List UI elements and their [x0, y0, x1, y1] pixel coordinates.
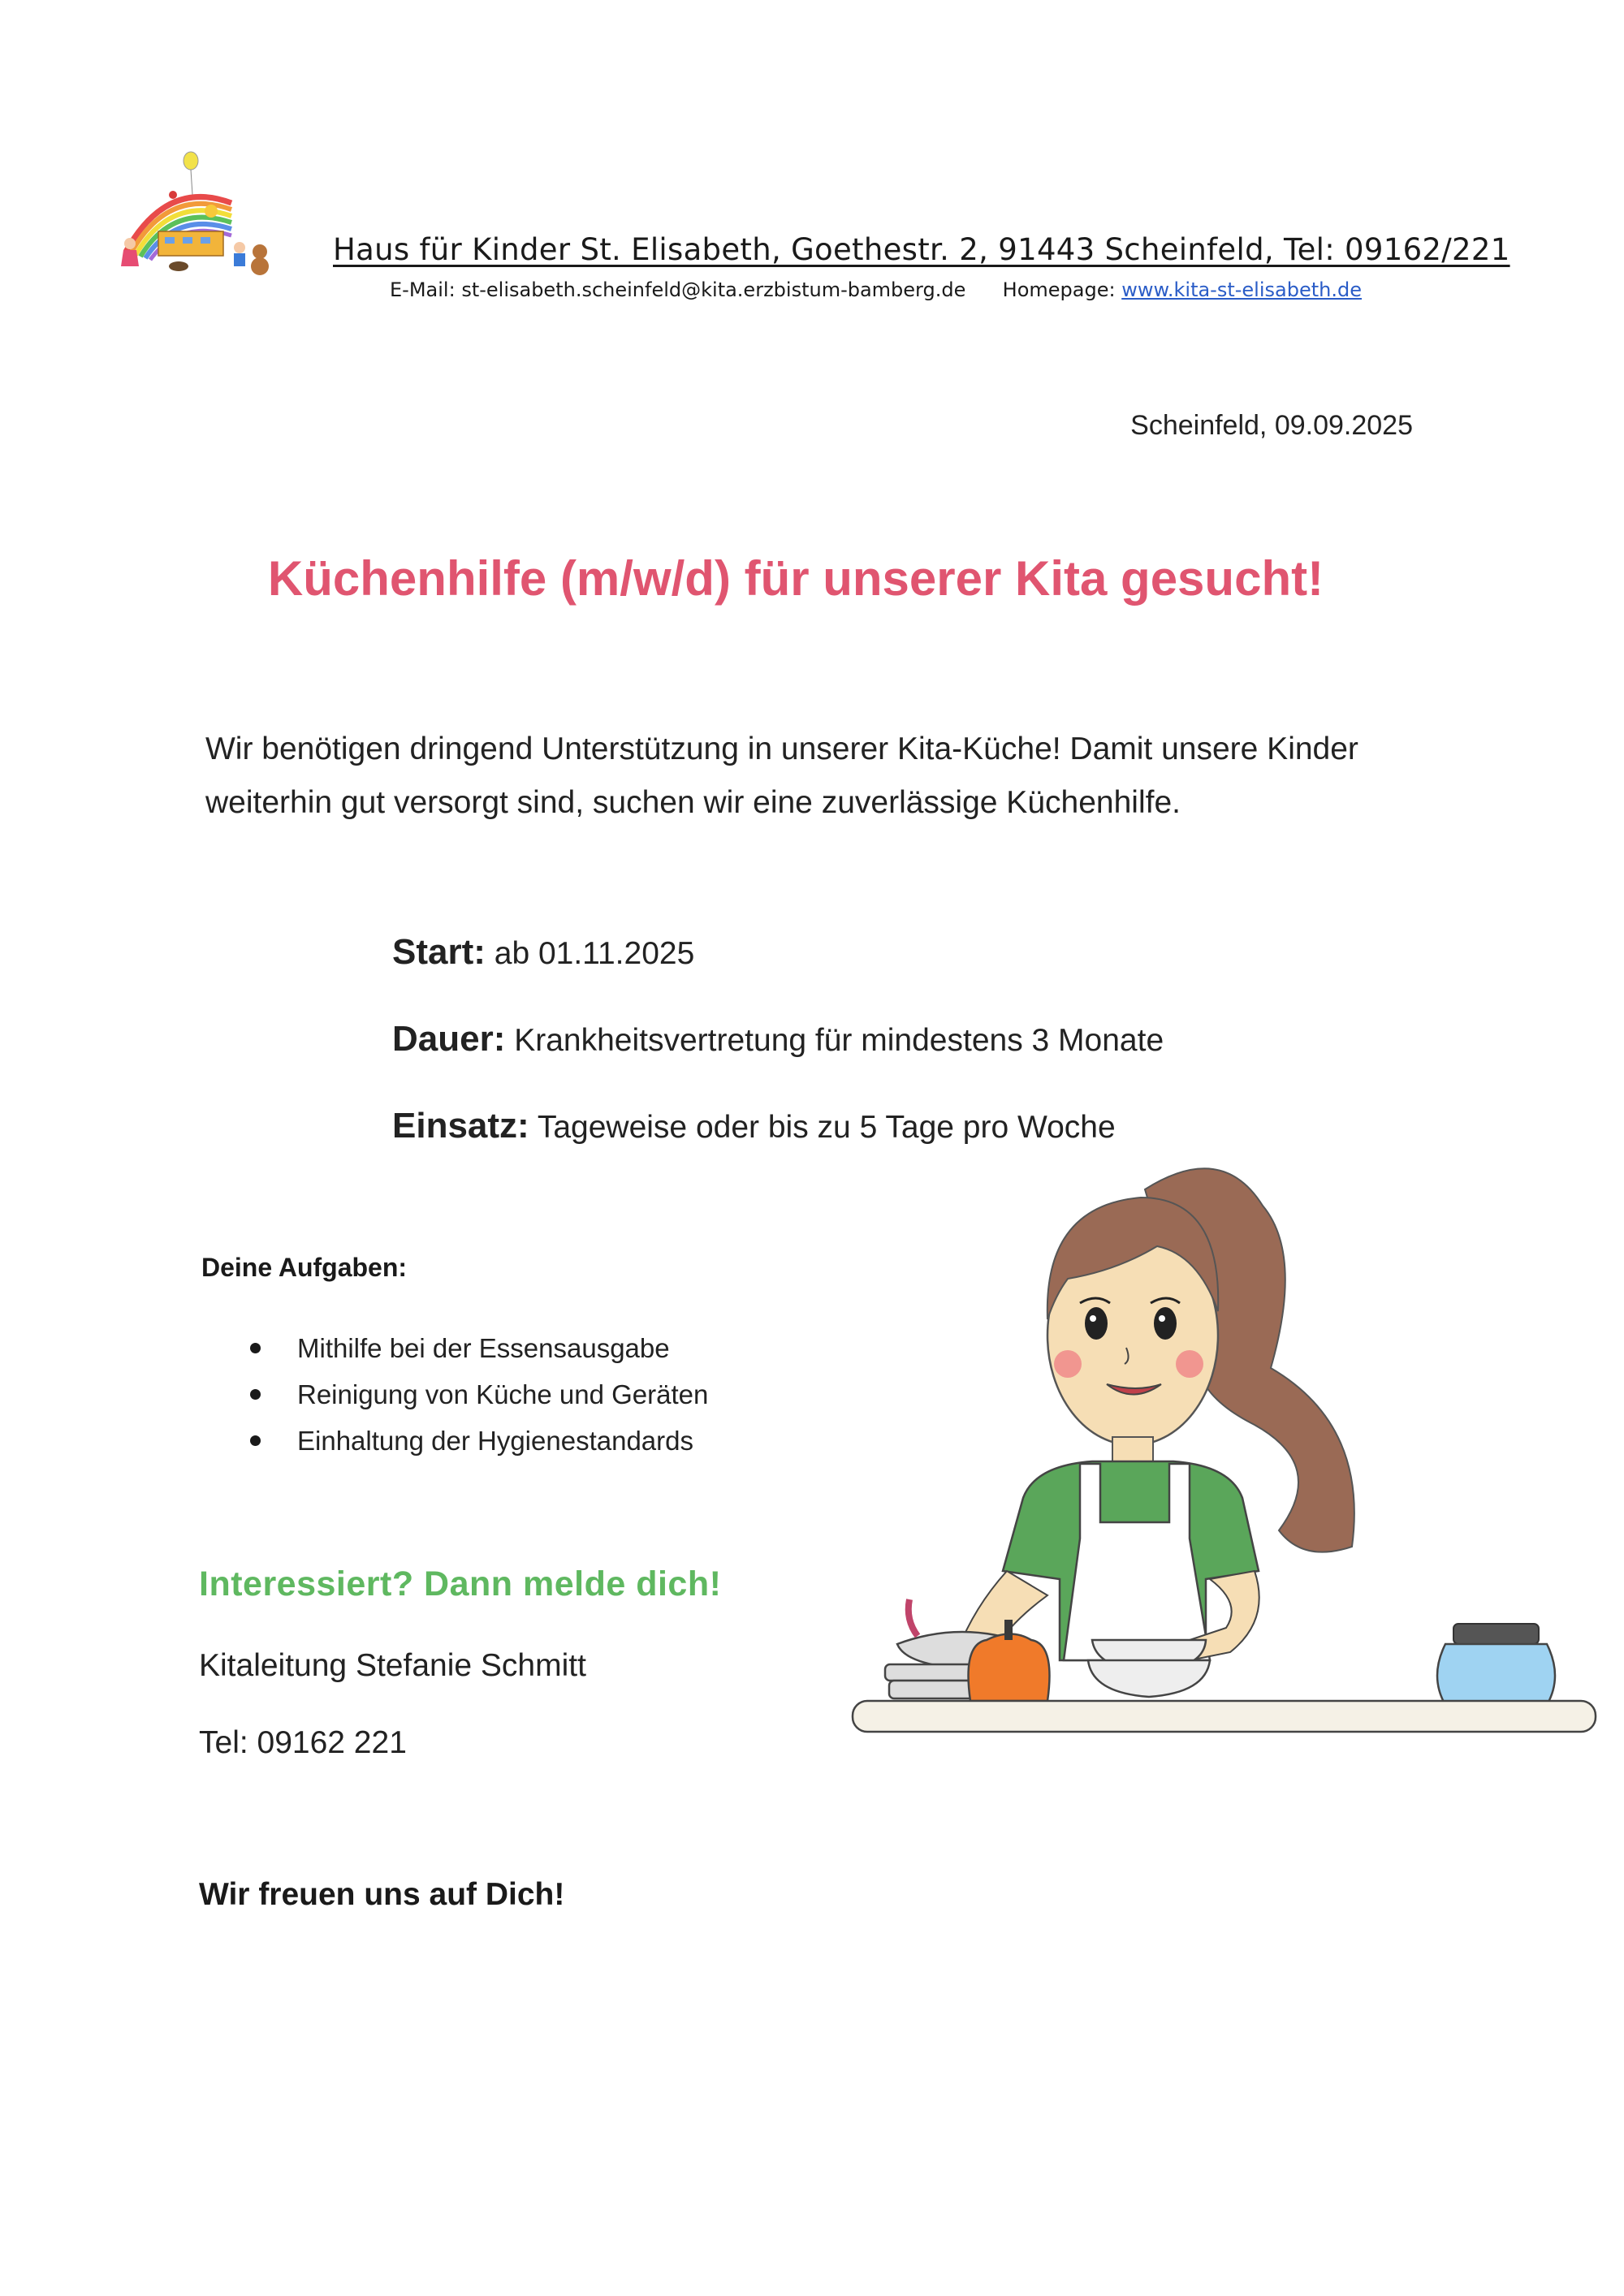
closing-line: Wir freuen uns auf Dich!	[199, 1877, 565, 1912]
tasks-list	[244, 1325, 708, 1464]
kita-logo-icon	[110, 146, 280, 288]
call-to-action: Interessiert? Dann melde dich!	[199, 1564, 722, 1603]
email-address[interactable]: st-elisabeth.scheinfeld@kita.erzbistum-bamberg.de	[461, 278, 966, 301]
list-item: Mithilfe bei der Essensausgabe	[244, 1325, 708, 1371]
contact-line	[390, 278, 1445, 301]
contact-phone: Tel: 09162 221	[199, 1725, 407, 1760]
date-line: Scheinfeld, 09.09.2025	[1130, 410, 1413, 441]
page-title: Küchenhilfe (m/w/d) für unserer Kita gesucht!	[267, 551, 1324, 606]
list-item: Reinigung von Küche und Geräten	[244, 1371, 708, 1418]
email-label: E-Mail:	[390, 278, 456, 301]
list-item: Einhaltung der Hygienestandards	[244, 1418, 708, 1464]
fact-start-label: Start:	[392, 932, 486, 972]
org-header-line: Haus für Kinder St. Elisabeth, Goethestr. 2, 91443 Scheinfeld, Tel: 09162/221	[333, 232, 1510, 267]
fact-einsatz-label: Einsatz:	[392, 1106, 529, 1146]
fact-einsatz-value: Tageweise oder bis zu 5 Tage pro Woche	[537, 1110, 1116, 1145]
fact-einsatz	[392, 1106, 1116, 1146]
fact-dauer-value: Krankheitsvertretung für mindestens 3 Monate	[514, 1023, 1164, 1058]
intro-paragraph: Wir benötigen dringend Unterstützung in unserer Kita-Küche! Damit unsere Kinder weiterhin gut versorgt sind, suchen wir eine zuverlässige Küchenhilfe.	[205, 732, 1358, 820]
tasks-heading: Deine Aufgaben:	[201, 1253, 408, 1282]
fact-start-value: ab 01.11.2025	[494, 936, 695, 971]
homepage-label: Homepage:	[1002, 278, 1116, 301]
fact-start	[392, 932, 694, 973]
fact-dauer-label: Dauer:	[392, 1019, 506, 1059]
kitchen-helper-illustration-icon	[849, 1157, 1604, 1762]
fact-dauer	[392, 1019, 1164, 1060]
contact-name: Kitaleitung Stefanie Schmitt	[199, 1648, 586, 1683]
homepage-link[interactable]: www.kita-st-elisabeth.de	[1121, 278, 1362, 301]
